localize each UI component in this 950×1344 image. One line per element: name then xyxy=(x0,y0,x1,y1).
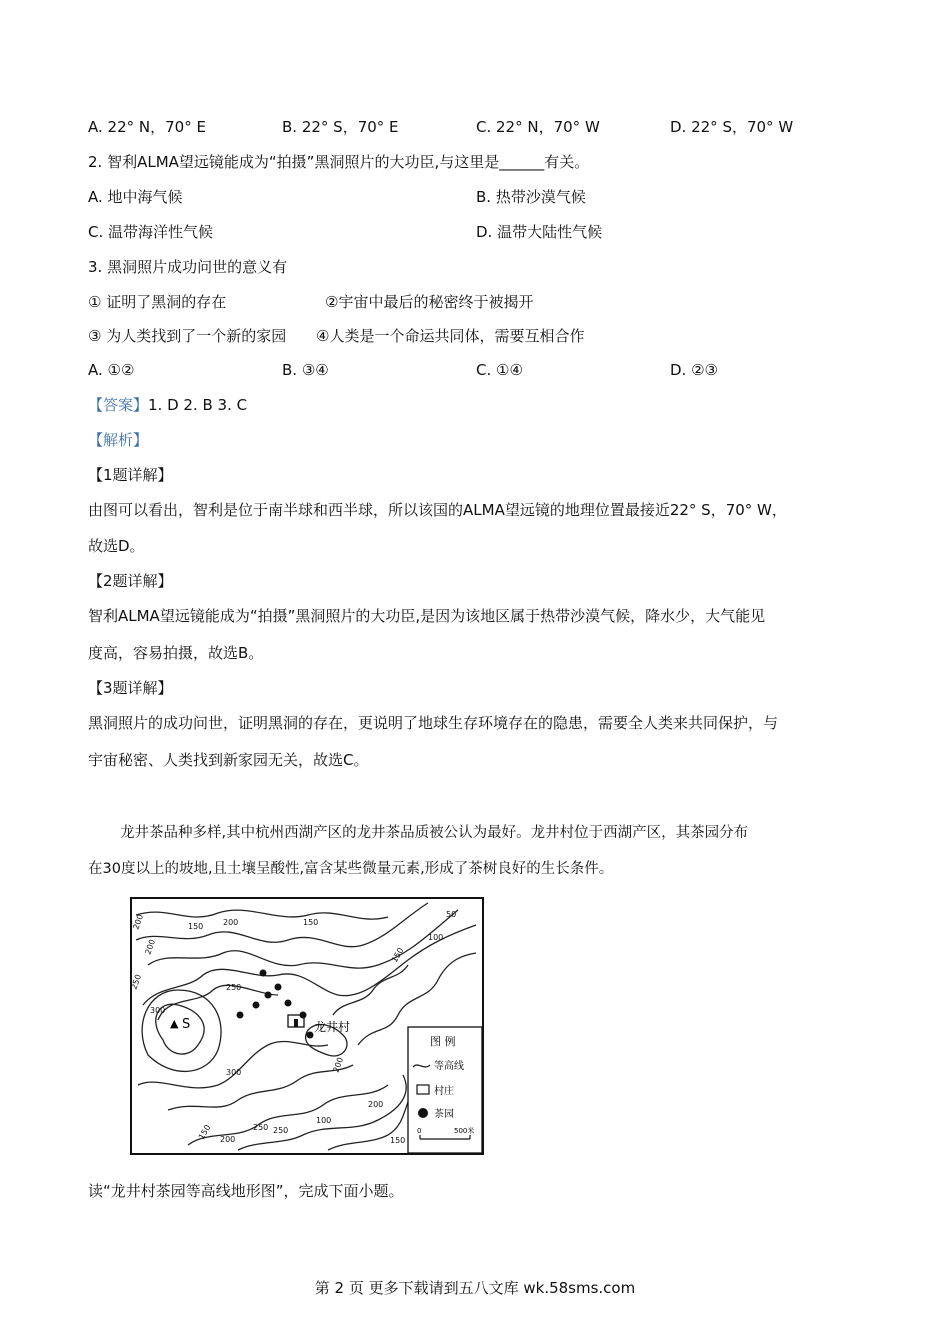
contour-label: 250 xyxy=(273,1126,289,1135)
contour-label: 250 xyxy=(129,973,144,991)
answer-line xyxy=(88,394,247,416)
scale-label: 500米 xyxy=(454,1127,475,1135)
legend-tea-symbol xyxy=(418,1108,428,1118)
contour-label: 100 xyxy=(428,933,444,942)
q2-stem: 2. 智利ALMA望远镜能成为“拍摄”黑洞照片的大功臣,与这里是______有关。 xyxy=(88,153,590,171)
map-instruction: 读“龙井村茶园等高线地形图”，完成下面小题。 xyxy=(88,1182,404,1200)
contour-label: 150 xyxy=(188,922,204,931)
contour-label: 150 xyxy=(196,1123,213,1141)
tea-marker xyxy=(265,992,272,999)
tea-marker xyxy=(285,1000,292,1007)
legend-village: 村庄 xyxy=(434,1086,454,1097)
q3-item-3: ③ 为人类找到了一个新的家园 xyxy=(88,327,287,345)
contour-label: 150 xyxy=(390,1136,406,1145)
q2-option-d: D. 温带大陆性气候 xyxy=(476,223,603,241)
answer-tag: 【答案】 xyxy=(88,396,149,414)
contour-label: 150 xyxy=(389,946,406,964)
contour-label: 150 xyxy=(303,918,319,927)
q1-option-a: A. 22° N，70° E xyxy=(88,118,206,136)
q3-option-a: A. ①② xyxy=(88,361,135,379)
contour-label: 200 xyxy=(220,1135,236,1144)
answer-text: 1. D 2. B 3. C xyxy=(148,396,248,414)
analysis-tag: 【解析】 xyxy=(88,431,149,449)
peak-marker: ▲ xyxy=(170,1017,179,1030)
analysis-p3-line1: 黑洞照片的成功问世，证明黑洞的存在，更说明了地球生存环境存在的隐患，需要全人类来共同保护，与 xyxy=(88,714,779,732)
contour-label: 300 xyxy=(150,1006,166,1015)
contour-label: 200 xyxy=(131,913,146,931)
contour-label: 50 xyxy=(446,910,457,919)
q3-stem: 3. 黑洞照片成功问世的意义有 xyxy=(88,258,288,276)
q2-option-b: B. 热带沙漠气候 xyxy=(476,188,586,206)
q3-item-2: ②宇宙中最后的秘密终于被揭开 xyxy=(325,293,534,311)
contour-map-svg xyxy=(128,895,488,1157)
contour-label: 200 xyxy=(143,938,158,956)
passage-line2: 在30度以上的坡地,且土壤呈酸性,富含某些微量元素,形成了茶树良好的生长条件。 xyxy=(88,861,614,877)
tea-marker xyxy=(275,984,282,991)
analysis-heading-1: 【1题详解】 xyxy=(88,466,173,484)
scale-zero: 0 xyxy=(417,1127,422,1135)
contour-label: 100 xyxy=(316,1116,332,1125)
contour-label: 200 xyxy=(223,918,239,927)
q3-option-d: D. ②③ xyxy=(670,361,718,379)
analysis-heading-2: 【2题详解】 xyxy=(88,572,173,590)
legend-tea: 茶园 xyxy=(434,1109,454,1120)
q1-option-b: B. 22° S，70° E xyxy=(282,118,399,136)
map-legend xyxy=(408,1027,482,1153)
analysis-heading-3: 【3题详解】 xyxy=(88,679,173,697)
q3-option-b: B. ③④ xyxy=(282,361,329,379)
legend-contour: 等高线 xyxy=(434,1061,464,1072)
peak-label: S xyxy=(182,1017,191,1032)
legend-title: 图 例 xyxy=(430,1035,456,1048)
contour-label: 250 xyxy=(226,983,242,992)
analysis-p3-line2: 宇宙秘密、人类找到新家园无关，故选C。 xyxy=(88,751,369,769)
page-footer: 第 2 页 更多下载请到五八文库 wk.58sms.com xyxy=(314,1279,636,1297)
q3-item-1: ① 证明了黑洞的存在 xyxy=(88,293,227,311)
analysis-p2-line2: 度高，容易拍摄，故选B。 xyxy=(88,644,264,662)
q1-option-d: D. 22° S，70° W xyxy=(670,118,794,136)
q2-option-a: A. 地中海气候 xyxy=(88,188,183,206)
tea-marker xyxy=(260,970,267,977)
contour-map xyxy=(128,895,488,1157)
q1-option-c: C. 22° N，70° W xyxy=(476,118,600,136)
tea-marker xyxy=(253,1002,260,1009)
analysis-p2-line1: 智利ALMA望远镜能成为“拍摄”黑洞照片的大功臣,是因为该地区属于热带沙漠气候，降水少，大气能见 xyxy=(88,607,766,625)
contour-label: 200 xyxy=(331,1056,346,1074)
q2-option-c: C. 温带海洋性气候 xyxy=(88,223,214,241)
tea-marker xyxy=(237,1012,244,1019)
village-label: 龙井村 xyxy=(314,1020,351,1034)
q3-option-c: C. ①④ xyxy=(476,361,523,379)
analysis-p1-line1: 由图可以看出，智利是位于南半球和西半球，所以该国的ALMA望远镜的地理位置最接近22° S，70° W， xyxy=(88,501,787,519)
contour-label: 250 xyxy=(253,1123,269,1132)
contour-label: 200 xyxy=(368,1100,384,1109)
contour-label: 300 xyxy=(226,1068,242,1077)
passage-line1: 龙井茶品种多样,其中杭州西湖产区的龙井茶品质被公认为最好。龙井村位于西湖产区，其茶园分布 xyxy=(120,825,749,841)
tea-marker xyxy=(307,1032,314,1039)
analysis-p1-line2: 故选D。 xyxy=(88,537,145,555)
q3-item-4: ④人类是一个命运共同体，需要互相合作 xyxy=(316,327,585,345)
